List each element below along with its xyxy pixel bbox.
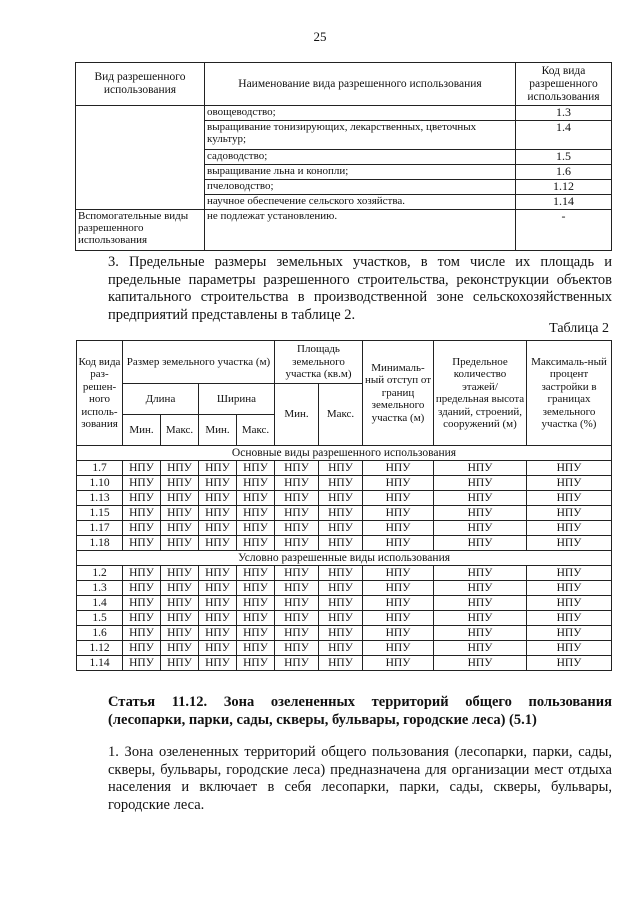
value-cell: НПУ <box>161 461 199 476</box>
value-cell: НПУ <box>363 506 434 521</box>
table-row <box>77 581 612 596</box>
code-cell: 1.5 <box>77 611 123 626</box>
header-size: Размер земельного участка (м) <box>123 341 275 384</box>
use-code-cell: 1.14 <box>516 195 612 210</box>
value-cell: НПУ <box>237 506 275 521</box>
header-width-min: Мин. <box>199 415 237 446</box>
value-cell: НПУ <box>275 626 319 641</box>
value-cell: НПУ <box>527 656 612 671</box>
header-code: Код вида раз-решен-ного исполь-зования <box>77 341 123 446</box>
value-cell: НПУ <box>319 641 363 656</box>
table-row <box>77 566 612 581</box>
value-cell: НПУ <box>527 506 612 521</box>
value-cell: НПУ <box>199 641 237 656</box>
table-row <box>76 106 612 121</box>
value-cell: НПУ <box>363 536 434 551</box>
value-cell: НПУ <box>363 521 434 536</box>
value-cell: НПУ <box>363 581 434 596</box>
code-cell: 1.13 <box>77 491 123 506</box>
value-cell: НПУ <box>161 536 199 551</box>
value-cell: НПУ <box>527 461 612 476</box>
value-cell: НПУ <box>319 656 363 671</box>
table-row <box>77 476 612 491</box>
value-cell: НПУ <box>161 476 199 491</box>
use-code-cell: - <box>516 210 612 251</box>
value-cell: НПУ <box>275 611 319 626</box>
header-area: Площадь земельного участка (кв.м) <box>275 341 363 384</box>
value-cell: НПУ <box>237 521 275 536</box>
code-cell: 1.7 <box>77 461 123 476</box>
value-cell: НПУ <box>363 476 434 491</box>
value-cell: НПУ <box>199 611 237 626</box>
value-cell: НПУ <box>275 581 319 596</box>
table-row <box>77 656 612 671</box>
value-cell: НПУ <box>527 626 612 641</box>
article-heading-text: Статья 11.12. Зона озелененных территорий общего пользования (лесопарки, парки, сады, скверы, бульвары, городские леса) (5.1) <box>108 694 612 728</box>
value-cell: НПУ <box>363 596 434 611</box>
value-cell: НПУ <box>237 656 275 671</box>
value-cell: НПУ <box>363 491 434 506</box>
table-2-caption: Таблица 2 <box>549 321 609 336</box>
use-code-cell: 1.12 <box>516 180 612 195</box>
page-number: 25 <box>313 29 327 44</box>
section-title: Условно разрешенные виды использования <box>77 551 612 566</box>
value-cell: НПУ <box>199 491 237 506</box>
table-row <box>77 596 612 611</box>
section-title: Основные виды разрешенного использования <box>77 446 612 461</box>
value-cell: НПУ <box>123 581 161 596</box>
use-name-cell: научное обеспечение сельского хозяйства. <box>205 195 516 210</box>
code-cell: 1.14 <box>77 656 123 671</box>
value-cell: НПУ <box>199 596 237 611</box>
value-cell: НПУ <box>199 656 237 671</box>
value-cell: НПУ <box>434 506 527 521</box>
code-cell: 1.10 <box>77 476 123 491</box>
land-parameters-table <box>76 340 612 671</box>
value-cell: НПУ <box>123 566 161 581</box>
value-cell: НПУ <box>199 461 237 476</box>
value-cell: НПУ <box>161 491 199 506</box>
value-cell: НПУ <box>237 581 275 596</box>
value-cell: НПУ <box>363 611 434 626</box>
value-cell: НПУ <box>123 626 161 641</box>
value-cell: НПУ <box>527 581 612 596</box>
table-row <box>77 491 612 506</box>
article-paragraph-1-text: 1. Зона озелененных территорий общего пользования (лесопарки, парки, сады, скверы, бульвары, городские леса) предназначена для организации мест отдыха населения и включает в себя лесопарки, парки, сады, скверы, бульвары, городские леса. <box>108 744 612 813</box>
header-area-min: Мин. <box>275 384 319 446</box>
value-cell: НПУ <box>123 506 161 521</box>
value-cell: НПУ <box>275 641 319 656</box>
value-cell: НПУ <box>434 461 527 476</box>
table-row <box>77 461 612 476</box>
value-cell: НПУ <box>237 641 275 656</box>
value-cell: НПУ <box>237 491 275 506</box>
value-cell: НПУ <box>319 506 363 521</box>
category-cell: Вспомогательные виды разрешенного использования <box>76 210 205 251</box>
value-cell: НПУ <box>319 596 363 611</box>
value-cell: НПУ <box>434 611 527 626</box>
value-cell: НПУ <box>123 656 161 671</box>
header-setback: Минималь-ный отступ от границ земельного участка (м) <box>363 341 434 446</box>
value-cell: НПУ <box>237 536 275 551</box>
use-code-cell: 1.4 <box>516 121 612 150</box>
use-name-cell: не подлежат установлению. <box>205 210 516 251</box>
value-cell: НПУ <box>434 491 527 506</box>
code-cell: 1.3 <box>77 581 123 596</box>
table-row <box>77 536 612 551</box>
value-cell: НПУ <box>434 626 527 641</box>
table-row <box>77 641 612 656</box>
header-length-min: Мин. <box>123 415 161 446</box>
value-cell: НПУ <box>275 476 319 491</box>
permitted-use-table <box>75 62 612 251</box>
value-cell: НПУ <box>161 656 199 671</box>
value-cell: НПУ <box>199 536 237 551</box>
value-cell: НПУ <box>275 566 319 581</box>
article-heading <box>75 693 612 729</box>
value-cell: НПУ <box>123 611 161 626</box>
table-row <box>76 210 612 251</box>
value-cell: НПУ <box>275 461 319 476</box>
value-cell: НПУ <box>319 521 363 536</box>
value-cell: НПУ <box>434 656 527 671</box>
value-cell: НПУ <box>161 506 199 521</box>
value-cell: НПУ <box>123 596 161 611</box>
use-code-cell: 1.5 <box>516 150 612 165</box>
value-cell: НПУ <box>161 611 199 626</box>
value-cell: НПУ <box>527 491 612 506</box>
header-use-name: Наименование вида разрешенного использования <box>205 63 516 106</box>
value-cell: НПУ <box>434 566 527 581</box>
paragraph-3-text: 3. Предельные размеры земельных участков, в том числе их площадь и предельные параметры разрешенного строительства, реконструкции объектов капитального строительства в производственной зоне сельскохозяйственных предприятий представлены в таблице 2. <box>108 254 612 323</box>
value-cell: НПУ <box>319 461 363 476</box>
value-cell: НПУ <box>123 476 161 491</box>
header-floors: Предельное количество этажей/ предельная высота зданий, строений, сооружений (м) <box>434 341 527 446</box>
header-use-type: Вид разрешенного использования <box>76 63 205 106</box>
value-cell: НПУ <box>199 581 237 596</box>
use-name-cell: садоводство; <box>205 150 516 165</box>
value-cell: НПУ <box>237 566 275 581</box>
value-cell: НПУ <box>434 596 527 611</box>
value-cell: НПУ <box>319 491 363 506</box>
table-row <box>77 611 612 626</box>
header-width-max: Макс. <box>237 415 275 446</box>
value-cell: НПУ <box>123 461 161 476</box>
code-cell: 1.12 <box>77 641 123 656</box>
value-cell: НПУ <box>434 641 527 656</box>
value-cell: НПУ <box>199 521 237 536</box>
value-cell: НПУ <box>161 626 199 641</box>
value-cell: НПУ <box>319 611 363 626</box>
code-cell: 1.18 <box>77 536 123 551</box>
value-cell: НПУ <box>237 461 275 476</box>
value-cell: НПУ <box>319 536 363 551</box>
paragraph-3 <box>75 254 612 324</box>
value-cell: НПУ <box>123 521 161 536</box>
value-cell: НПУ <box>161 521 199 536</box>
value-cell: НПУ <box>199 566 237 581</box>
value-cell: НПУ <box>527 536 612 551</box>
table-row <box>77 521 612 536</box>
value-cell: НПУ <box>527 521 612 536</box>
table-body <box>77 446 612 671</box>
table-header-row <box>76 63 612 106</box>
value-cell: НПУ <box>434 536 527 551</box>
header-area-max: Макс. <box>319 384 363 446</box>
value-cell: НПУ <box>319 626 363 641</box>
value-cell: НПУ <box>199 476 237 491</box>
code-cell: 1.6 <box>77 626 123 641</box>
value-cell: НПУ <box>275 521 319 536</box>
value-cell: НПУ <box>123 641 161 656</box>
value-cell: НПУ <box>434 521 527 536</box>
value-cell: НПУ <box>363 566 434 581</box>
value-cell: НПУ <box>161 566 199 581</box>
value-cell: НПУ <box>123 491 161 506</box>
value-cell: НПУ <box>199 506 237 521</box>
value-cell: НПУ <box>434 476 527 491</box>
section-row <box>77 551 612 566</box>
value-cell: НПУ <box>527 611 612 626</box>
value-cell: НПУ <box>237 611 275 626</box>
value-cell: НПУ <box>527 476 612 491</box>
code-cell: 1.4 <box>77 596 123 611</box>
table-row <box>77 506 612 521</box>
header-coverage: Максималь-ный процент застройки в границах земельного участка (%) <box>527 341 612 446</box>
value-cell: НПУ <box>275 596 319 611</box>
use-name-cell: выращивание льна и конопли; <box>205 165 516 180</box>
value-cell: НПУ <box>275 491 319 506</box>
value-cell: НПУ <box>363 626 434 641</box>
value-cell: НПУ <box>434 581 527 596</box>
value-cell: НПУ <box>275 536 319 551</box>
use-name-cell: пчеловодство; <box>205 180 516 195</box>
code-cell: 1.15 <box>77 506 123 521</box>
header-length-max: Макс. <box>161 415 199 446</box>
value-cell: НПУ <box>363 461 434 476</box>
value-cell: НПУ <box>237 476 275 491</box>
value-cell: НПУ <box>275 506 319 521</box>
article-paragraph-1 <box>75 744 612 814</box>
value-cell: НПУ <box>275 656 319 671</box>
value-cell: НПУ <box>161 596 199 611</box>
code-cell: 1.2 <box>77 566 123 581</box>
section-row <box>77 446 612 461</box>
value-cell: НПУ <box>319 566 363 581</box>
value-cell: НПУ <box>123 536 161 551</box>
value-cell: НПУ <box>161 581 199 596</box>
value-cell: НПУ <box>199 626 237 641</box>
use-code-cell: 1.6 <box>516 165 612 180</box>
value-cell: НПУ <box>527 566 612 581</box>
value-cell: НПУ <box>319 581 363 596</box>
value-cell: НПУ <box>363 641 434 656</box>
table-row <box>77 626 612 641</box>
code-cell: 1.17 <box>77 521 123 536</box>
value-cell: НПУ <box>319 476 363 491</box>
value-cell: НПУ <box>527 641 612 656</box>
value-cell: НПУ <box>237 626 275 641</box>
value-cell: НПУ <box>363 656 434 671</box>
table-header-row <box>77 341 612 384</box>
header-length: Длина <box>123 384 199 415</box>
value-cell: НПУ <box>527 596 612 611</box>
header-use-code: Код вида разрешенного использования <box>516 63 612 106</box>
use-name-cell: овощеводство; <box>205 106 516 121</box>
use-name-cell: выращивание тонизирующих, лекарственных, цветочных культур; <box>205 121 516 150</box>
value-cell: НПУ <box>161 641 199 656</box>
use-code-cell: 1.3 <box>516 106 612 121</box>
value-cell: НПУ <box>237 596 275 611</box>
header-width: Ширина <box>199 384 275 415</box>
category-cell <box>76 106 205 210</box>
